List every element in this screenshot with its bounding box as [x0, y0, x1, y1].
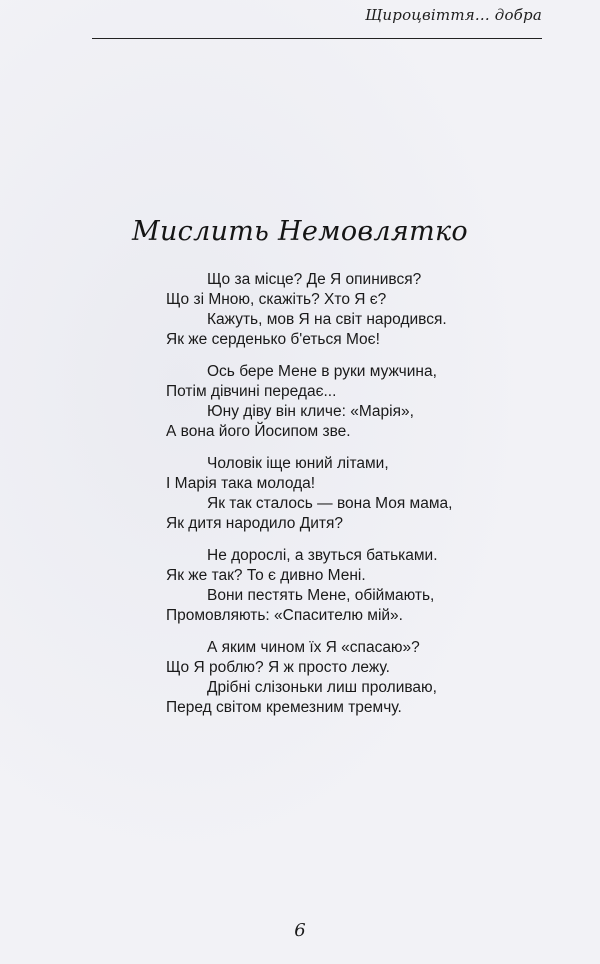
poem-line: Що за місце? Де Я опинився? [207, 271, 422, 288]
poem-body [166, 270, 486, 730]
header-rule [92, 38, 542, 39]
poem-line: Не дорослі, а звуться батьками. [207, 547, 438, 564]
poem-line: Як так сталось — вона Моя мама, [207, 495, 453, 512]
poem-line: Як дитя народило Дитя? [166, 515, 343, 532]
stanza [166, 638, 486, 718]
stanza [166, 454, 486, 534]
poem-line: А вона його Йосипом зве. [166, 423, 351, 440]
poem-line: Що Я роблю? Я ж просто лежу. [166, 659, 390, 676]
stanza [166, 362, 486, 442]
poem-line: Кажуть, мов Я на світ народився. [207, 311, 447, 328]
poem-line: Чоловік іще юний літами, [207, 455, 389, 472]
poem-line: Як же серденько б'еться Моє! [166, 331, 380, 348]
poem-line: Ось бере Мене в руки мужчина, [207, 363, 437, 380]
poem-line: Що зі Мною, скажіть? Хто Я є? [166, 291, 387, 308]
poem-line: А яким чином їх Я «спасаю»? [207, 639, 420, 656]
poem-line: Дрібні слізоньки лиш проливаю, [207, 679, 437, 696]
stanza [166, 270, 486, 350]
page-number: 6 [294, 920, 306, 941]
stanza [166, 546, 486, 626]
poem-line: Юну діву він кличе: «Марія», [207, 403, 414, 420]
poem-line: Перед світом кремезним тремчу. [166, 699, 402, 716]
poem-line: Вони пестять Мене, обіймають, [207, 587, 435, 604]
running-header: Щироцвіття... добра [365, 6, 542, 24]
poem-title: Мислить Немовлятко [132, 216, 468, 247]
poem-line: Як же так? То є дивно Мені. [166, 567, 366, 584]
poem-line: І Марія така молода! [166, 475, 316, 492]
poem-line: Промовляють: «Спасителю мій». [166, 607, 403, 624]
poem-line: Потім дівчині передає... [166, 383, 337, 400]
